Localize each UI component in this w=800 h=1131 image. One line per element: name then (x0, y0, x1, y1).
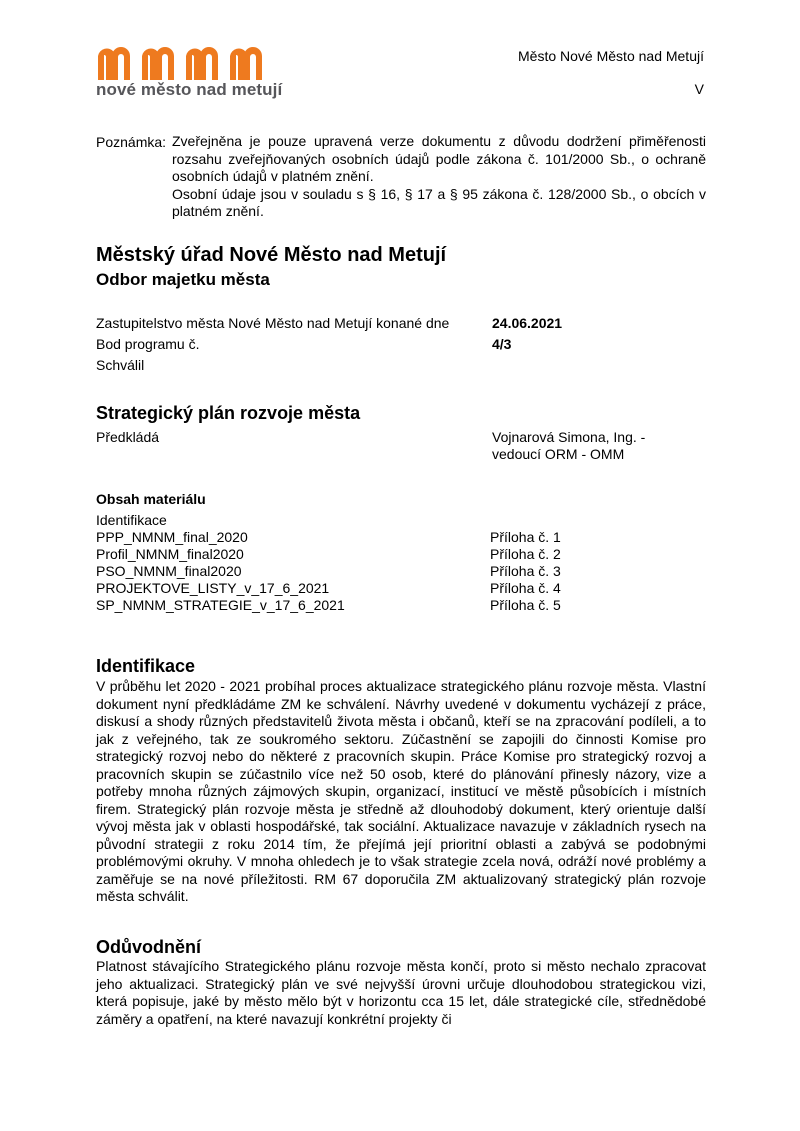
approved-row (96, 357, 706, 377)
note-paragraph: Zveřejněna je pouze upravená verze dokumentu z důvodu dodržení přiměřenosti rozsahu zveřejňovaných osobních údajů podle zákona č. 101/2000 Sb., o ochraně osobních údajů v platném znění. (172, 133, 706, 184)
contents-heading: Obsah materiálu (96, 491, 206, 507)
attachment-ref: Příloha č. 5 (490, 597, 561, 613)
logo-wordmark: nové město nad metují (96, 80, 283, 99)
page-title: Městský úřad Nové Město nad Metují (96, 244, 447, 266)
identification-body (96, 678, 706, 906)
header-city: Město Nové Město nad Metují (518, 48, 704, 64)
attachment-name: PROJEKTOVE_LISTY_v_17_6_2021 (96, 580, 330, 596)
identification-heading: Identifikace (96, 656, 196, 676)
meeting-date: 24.06.2021 (492, 315, 563, 331)
attachment-ref: Příloha č. 4 (490, 580, 561, 596)
agenda-item-value: 4/3 (492, 336, 512, 352)
justification-text: Platnost stávajícího Strategického plánu rozvoje města končí, proto si město nechalo zpracovat jeho aktualizaci. Strategický plán ve své nejvyšší úrovni určuje dlouhodobou strategickou vizi, která popisuje, jaké by město mělo být v horizontu cca 15 let, dále strategické cíle, střednědobé záměry a opatření, na které navazují konkrétní projekty či (96, 958, 706, 1027)
agenda-item-row (96, 336, 706, 356)
attachment-name: SP_NMNM_STRATEGIE_v_17_6_2021 (96, 597, 345, 613)
attachment-ref: Příloha č. 3 (490, 563, 561, 579)
attachment-ref: Příloha č. 1 (490, 529, 561, 545)
page-subtitle: Odbor majetku města (96, 270, 270, 289)
submitter-label: Předkládá (96, 429, 160, 445)
attachment-row (96, 580, 706, 597)
meeting-label: Zastupitelstvo města Nové Město nad Metují konané dne (96, 315, 450, 331)
attachment-row (96, 563, 706, 580)
attachment-ref: Příloha č. 2 (490, 546, 561, 562)
note-paragraph: Osobní údaje jsou v souladu s § 16, § 17 a § 95 zákona č. 128/2000 Sb., o obcích v platném znění. (172, 185, 706, 219)
note-body (172, 133, 706, 221)
attachment-row (96, 529, 706, 546)
meeting-row (96, 315, 706, 335)
attachment-name: PSO_NMNM_final2020 (96, 563, 242, 579)
justification-heading: Odůvodnění (96, 937, 201, 957)
identification-text: V průběhu let 2020 - 2021 probíhal proces aktualizace strategického plánu rozvoje města. Vlastní dokument nyní předkládáme ZM ke schválení. Návrhy uvedené v dokumentu vycházejí z práce, diskusí a shody různých představitelů života města i občanů, kteří se na zpracování podíleli, a to jak z veřejného, tak ze soukromého sektoru. Zúčastnění se zapojili do činnosti Komise pro strategický rozvoj nebo do některé z pracovních skupin. Práce Komise pro strategický rozvoj a pracovních skupin se zúčastnilo více než 50 osob, které do plánování přinesly názory, vize a potřeby mnoha různých zájmových skupin, organizací, institucí ve městě působících i místních firem. Strategický plán rozvoje města je středně až dlouhodobý dokument, který orientuje další vývoj města jak v oblasti hospodářské, tak sociální. Aktualizace navazuje v základních rysech na původní strategii z roku 2014 tím, že přejímá její prioritní oblasti a zabývá se podobnými problémovými okruhy. V mnoha ohledech je to však strategie zcela nová, odráží nové problémy a zaměřuje se na nové příležitosti. RM 67 doporučila ZM aktualizovaný strategický plán rozvoje města schválit. (96, 678, 706, 904)
submitter-role: vedoucí ORM - OMM (492, 446, 625, 462)
attachment-name: PPP_NMNM_final_2020 (96, 529, 248, 545)
attachment-name: Profil_NMNM_final2020 (96, 546, 244, 562)
attachment-row (96, 546, 706, 563)
approved-label: Schválil (96, 357, 145, 373)
attachment-row (96, 597, 706, 614)
submitter-name: Vojnarová Simona, Ing. - (492, 429, 646, 445)
logo-mark-icon (96, 44, 296, 80)
justification-body (96, 958, 706, 1028)
note-label: Poznámka: (96, 134, 167, 150)
agenda-item-label: Bod programu č. (96, 336, 200, 352)
subject-title: Strategický plán rozvoje města (96, 403, 361, 423)
contents-item: Identifikace (96, 512, 167, 528)
header-code: V (694, 81, 704, 97)
